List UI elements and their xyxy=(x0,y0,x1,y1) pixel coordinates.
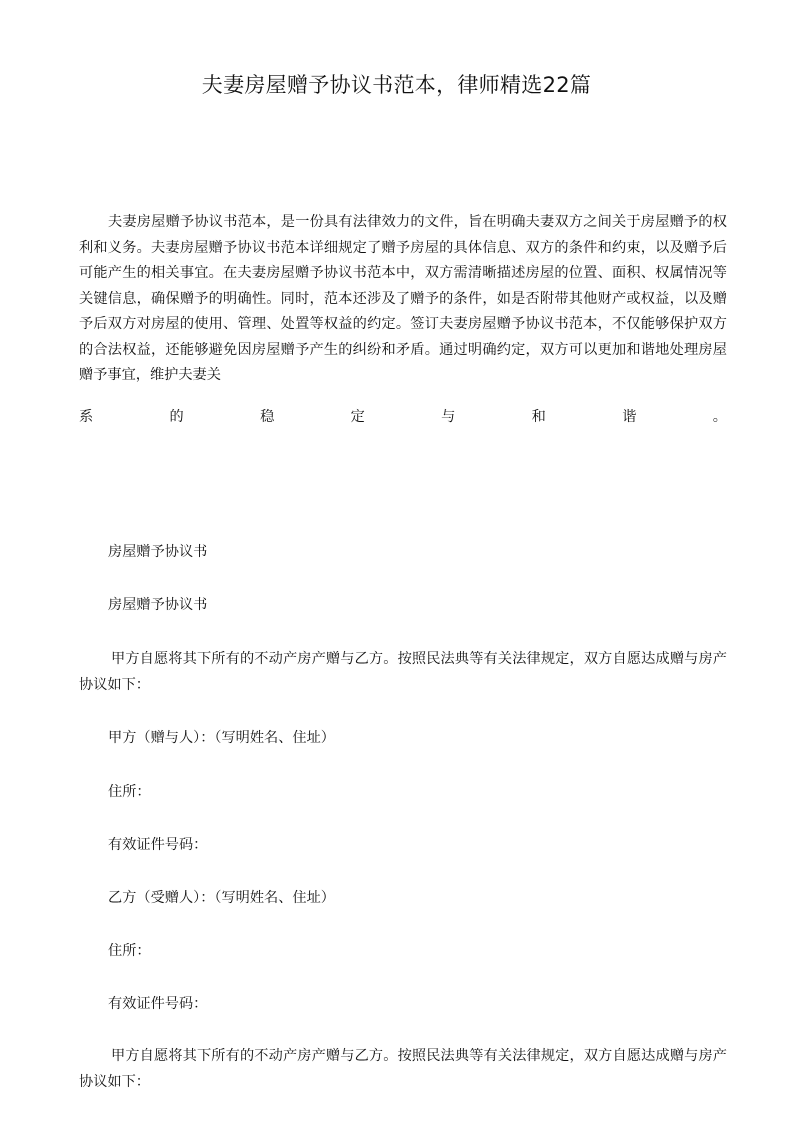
party-b-label: 乙方（受赠人）：（写明姓名、住址） xyxy=(108,890,335,906)
party-a-label: 甲方（赠与人）：（写明姓名、住址） xyxy=(108,730,335,746)
intro-last-line-char: 。 xyxy=(712,409,727,425)
party-a-id: 有效证件号码： xyxy=(108,837,208,853)
intro-last-line-char: 的 xyxy=(169,409,184,425)
intro-last-line-char: 谐 xyxy=(622,409,637,425)
intro-paragraph: 夫妻房屋赠予协议书范本，是一份具有法律效力的文件，旨在明确夫妻双方之间关于房屋赠予的权利和义务。夫妻房屋赠予协议书范本详细规定了赠予房屋的具体信息、双方的条件和约束，以及赠予后可能产生的相关事宜。在夫妻房屋赠予协议书范本中，双方需清晰描述房屋的位置、面积、权属情况等关键信息，确保赠予的明确性。同时，范本还涉及了赠予的条件，如是否附带其他财产或权益，以及赠予后双方对房屋的使用、管理、处置等权益的约定。签订夫妻房屋赠予协议书范本，不仅能够保护双方的合法权益，还能够避免因房屋赠予产生的纠纷和矛盾。通过明确约定，双方可以更加和谐地处理房屋赠予事宜，维护夫妻关 xyxy=(79,214,727,383)
agreement-heading: 房屋赠予协议书 xyxy=(108,544,208,560)
intro-last-line xyxy=(79,405,727,430)
party-a-address: 住所： xyxy=(108,784,151,800)
document-title: 夫妻房屋赠予协议书范本，律师精选22篇 xyxy=(201,73,592,97)
party-b-address: 住所： xyxy=(108,943,151,959)
intro-last-line-char: 和 xyxy=(531,409,546,425)
agreement-clause-1: 甲方自愿将其下所有的不动产房产赠与乙方。按照民法典等有关法律规定，双方自愿达成赠与房产协议如下： xyxy=(79,651,727,693)
agreement-subheading: 房屋赠予协议书 xyxy=(108,597,208,613)
intro-last-line-char: 定 xyxy=(350,409,365,425)
intro-last-line-char: 系 xyxy=(79,409,94,425)
agreement-clause-2: 甲方自愿将其下所有的不动产房产赠与乙方。按照民法典等有关法律规定，双方自愿达成赠与房产协议如下： xyxy=(79,1048,727,1090)
intro-last-line-char: 与 xyxy=(441,409,456,425)
intro-last-line-char: 稳 xyxy=(260,409,275,425)
party-b-id: 有效证件号码： xyxy=(108,996,208,1012)
